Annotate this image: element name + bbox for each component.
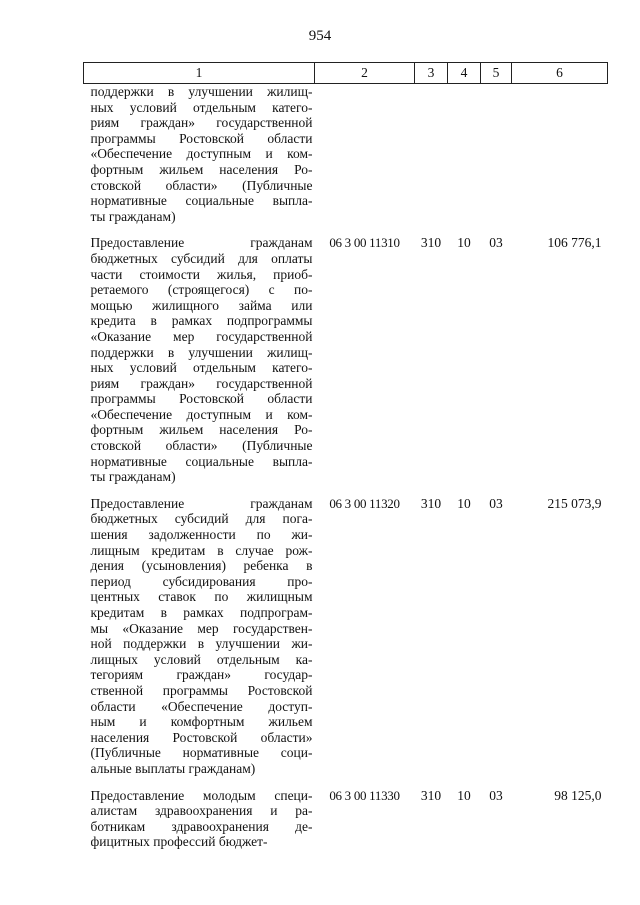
- description-line: «Обеспечение доступным и ком-: [90, 406, 313, 422]
- table-header-row: [84, 63, 608, 84]
- description-line: период субсидирования про-: [90, 573, 313, 589]
- description-line: Предоставление гражданам: [90, 235, 313, 251]
- row-code: 06 3 00 11320: [329, 495, 400, 511]
- description-line: «Обеспечение доступным и ком-: [90, 146, 313, 162]
- column-header-2: 2: [315, 63, 415, 84]
- description-line: стовской области» (Публичные: [90, 177, 313, 193]
- row-col-5: 03: [489, 495, 503, 511]
- row-amount: 215 073,9: [547, 495, 602, 511]
- description-line: риям граждан» государственной: [90, 375, 313, 391]
- table-row: [84, 235, 608, 496]
- description-line: населения Ростовской области»: [90, 729, 313, 745]
- row-col-4: [448, 84, 481, 236]
- description-line: ботникам здравоохранения де-: [90, 818, 313, 834]
- row-description: [84, 84, 315, 236]
- page-number: 954: [308, 28, 332, 44]
- description-line: области «Обеспечение доступ-: [90, 698, 313, 714]
- column-header-4: 4: [448, 63, 481, 84]
- description-line: ственной программы Ростовской: [90, 682, 313, 698]
- description-line: кредита в рамках подпрограммы: [90, 313, 313, 329]
- row-amount: 98 125,0: [554, 787, 602, 803]
- description-line: нормативные социальные выпла-: [90, 193, 313, 209]
- table-row: [84, 496, 608, 788]
- row-col-3: [415, 84, 448, 236]
- description-line: шения задолженности по жи-: [90, 527, 313, 543]
- row-col-5: 03: [489, 787, 503, 803]
- description-line: программы Ростовской области: [90, 391, 313, 407]
- column-header-6: 6: [512, 63, 608, 84]
- budget-table: [83, 62, 608, 861]
- description-line: ным и комфортным жильем: [90, 714, 313, 730]
- description-line: ных условий отдельным катего-: [90, 360, 313, 376]
- column-header-3: 3: [415, 63, 448, 84]
- description-line: стовской области» (Публичные: [90, 438, 313, 454]
- column-header-1: 1: [84, 63, 315, 84]
- description-line: ной поддержки в улучшении жи-: [90, 636, 313, 652]
- row-col-3: 310: [420, 787, 442, 803]
- description-line: Предоставление молодым специ-: [90, 787, 313, 803]
- table-row: [84, 788, 608, 861]
- description-line: мощью жилищного займа или: [90, 297, 313, 313]
- description-line: Предоставление гражданам: [90, 495, 313, 511]
- row-col-4: 10: [457, 235, 471, 251]
- description-line: программы Ростовской области: [90, 130, 313, 146]
- row-col-4: 10: [457, 495, 471, 511]
- description-line: мы «Оказание мер государствен-: [90, 620, 313, 636]
- row-col-5: [481, 84, 512, 236]
- row-code: 06 3 00 11330: [329, 787, 400, 803]
- row-description: [84, 788, 315, 861]
- description-line: нормативные социальные выпла-: [90, 453, 313, 469]
- row-col-3: 310: [420, 235, 442, 251]
- description-line: части стоимости жилья, приоб-: [90, 266, 313, 282]
- description-line: фортным жильем населения Ро-: [90, 422, 313, 438]
- description-line: ты гражданам): [90, 469, 176, 485]
- description-line: бюджетных субсидий для оплаты: [90, 250, 313, 266]
- description-line: фортным жильем населения Ро-: [90, 161, 313, 177]
- description-line: дения (усыновления) ребенка в: [90, 558, 313, 574]
- description-line: бюджетных субсидий для пога-: [90, 511, 313, 527]
- description-line: риям граждан» государственной: [90, 115, 313, 131]
- row-description: [84, 235, 315, 496]
- description-line: лищным кредитам в случае рож-: [90, 542, 313, 558]
- description-line: «Оказание мер государственной: [90, 328, 313, 344]
- row-amount: 106 776,1: [547, 235, 602, 251]
- description-line: кредитам в рамках подпрограм-: [90, 605, 313, 620]
- row-description: [84, 496, 315, 788]
- row-col-5: 03: [489, 235, 503, 251]
- description-line: альные выплаты гражданам): [90, 760, 256, 776]
- description-line: тегориям граждан» государ-: [90, 667, 313, 683]
- row-code: [315, 84, 415, 236]
- description-line: (Публичные нормативные соци-: [90, 745, 313, 761]
- row-amount: [512, 84, 608, 236]
- table-row: [84, 84, 608, 236]
- row-col-4: 10: [457, 787, 471, 803]
- description-line: центных ставок по жилищным: [90, 589, 313, 605]
- row-col-3: 310: [420, 495, 442, 511]
- description-line: поддержки в улучшении жилищ-: [90, 344, 313, 360]
- description-line: фицитных профессий бюджет-: [90, 834, 268, 850]
- description-line: ных условий отдельным катего-: [90, 99, 313, 115]
- description-line: лищных условий отдельным ка-: [90, 651, 313, 667]
- row-code: 06 3 00 11310: [329, 235, 400, 251]
- description-line: алистам здравоохранения и ра-: [90, 803, 313, 819]
- column-header-5: 5: [481, 63, 512, 84]
- description-line: поддержки в улучшении жилищ-: [90, 84, 313, 99]
- description-line: ретаемого (строящегося) с по-: [90, 282, 313, 298]
- description-line: ты гражданам): [90, 208, 176, 224]
